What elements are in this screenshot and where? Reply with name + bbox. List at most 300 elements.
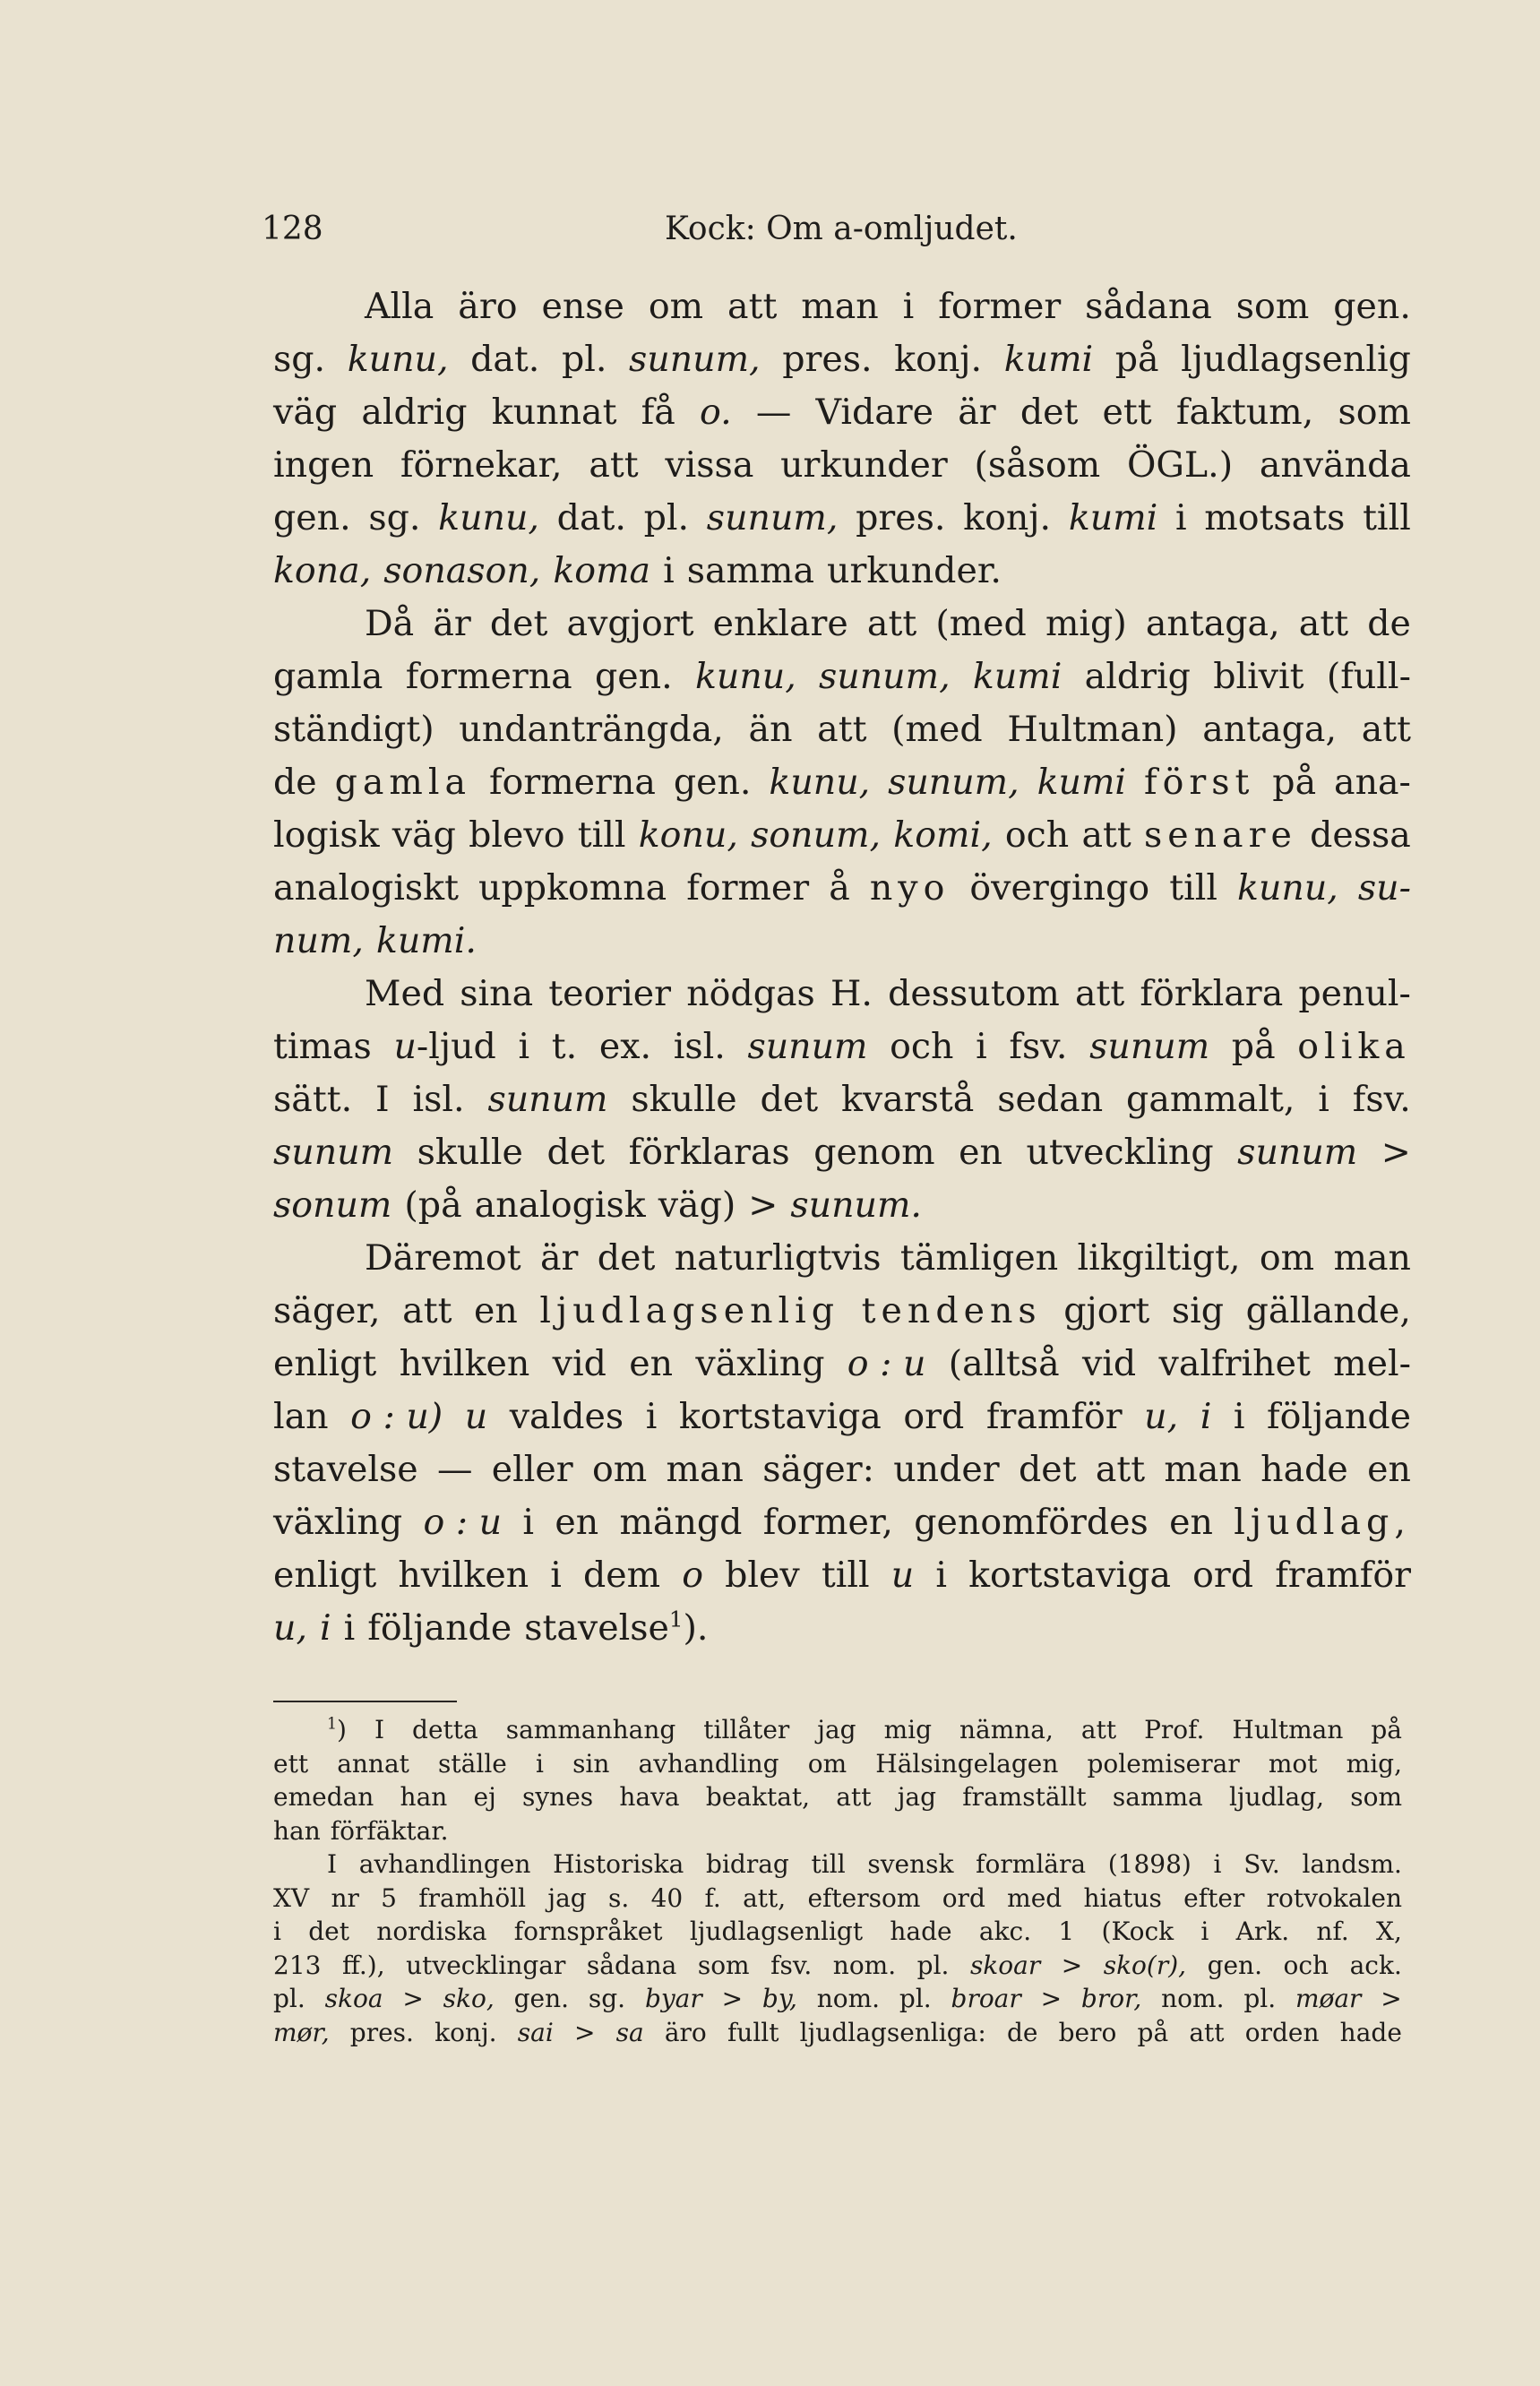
word [308,1915,349,1949]
italic-word: i [320,1607,331,1649]
text-segment: nom. [1161,1984,1225,2013]
text-segment: på [1231,1026,1276,1067]
word [273,2016,330,2050]
text-segment: teorier [548,973,672,1014]
word [815,386,933,439]
text-segment: fullt [727,2017,779,2047]
text-segment: hava [619,1782,680,1812]
text-segment: pl. [1243,1984,1277,2013]
word [658,1179,736,1232]
text-segment: nf. [1316,1917,1349,1946]
text-segment: antaga, [1145,603,1280,644]
word [986,1391,1123,1443]
text-segment: nämna, [959,1715,1054,1744]
word [273,333,325,386]
word [475,1179,646,1232]
text-segment: blevo [469,814,565,856]
word [1299,598,1348,650]
italic-word: møar [1295,1984,1362,2013]
text-line [273,968,1411,1021]
word [1108,1848,1192,1882]
word [350,2016,414,2050]
text-segment: rotvokalen [1266,1882,1402,1913]
word [841,1073,974,1126]
text-segment: senare [1143,814,1297,856]
word [273,1949,321,1983]
word [1327,650,1411,703]
word [914,1496,1149,1549]
word [665,439,753,492]
word [1007,1882,1062,1916]
italic-word: num, [273,920,364,961]
text-segment: nödgas [686,973,815,1014]
text-segment: att [1189,2017,1225,2047]
text-segment: Alla [365,286,434,327]
word [893,809,992,862]
word [327,1848,337,1882]
text-segment: framställt [962,1782,1087,1812]
text-segment: att [1095,1449,1146,1490]
footnote-line [273,1982,1402,2016]
word [361,386,467,439]
text-segment: > [1381,1132,1411,1173]
word [1062,1949,1082,1983]
text-segment: fsv. [1009,1026,1068,1067]
word [1189,2016,1224,2050]
word [469,809,564,862]
text-segment: bero [1058,2017,1117,2047]
text-segment: med [1007,1882,1063,1913]
text-segment: sg. [588,1984,626,2013]
text-segment: timas [273,1026,372,1067]
word [1260,1443,1348,1496]
word [1340,2016,1402,2050]
word [1063,1285,1149,1338]
word [763,1496,893,1549]
word [1144,756,1254,809]
word [1371,1713,1402,1747]
text-segment: ljudlag, [1234,1502,1411,1543]
text-segment: konj. [894,339,983,380]
word [1088,1747,1240,1781]
word [1367,1443,1411,1496]
text-segment: hvilken [398,1555,529,1596]
word [942,1882,985,1916]
word [1234,1496,1411,1549]
word [273,439,374,492]
word [273,492,351,545]
word [959,1713,1054,1747]
word [674,756,752,809]
text-segment: ingen [273,444,374,486]
text-line [273,1602,1411,1655]
text-segment: i [935,1555,947,1596]
word [550,1549,562,1602]
word [423,1496,502,1549]
word [644,492,689,545]
word [641,386,675,439]
text-segment: pres. [856,497,946,538]
word [540,1232,578,1285]
word [273,1338,376,1391]
text-segment: -ljud [416,1026,496,1067]
word [331,1882,358,1916]
word [856,492,945,545]
text-segment: säger: [762,1449,874,1490]
word [1082,1338,1136,1391]
text-segment: gjort [1063,1290,1150,1331]
word [1200,1391,1212,1443]
text-line [273,1021,1411,1073]
word [438,492,539,545]
word [1269,1747,1318,1781]
text-segment: 1 [1058,1917,1075,1946]
text-segment: en [555,1502,599,1543]
word [649,280,703,333]
word [1338,386,1411,439]
italic-word: byar [644,1984,702,2013]
text-segment: lan [273,1396,329,1437]
text-segment: ff.), [341,1950,385,1980]
text-line [273,1285,1411,1338]
text-segment: i [645,1396,658,1437]
word [1089,1021,1209,1073]
word [875,1747,1058,1781]
text-segment: dessa [1310,814,1411,856]
text-segment: man [1164,1449,1242,1490]
italic-word: koma [553,550,651,591]
text-segment: ack. [1349,1950,1402,1980]
word [1297,1021,1411,1073]
text-segment: mig) [1045,603,1127,644]
text-line [273,862,1411,915]
text-segment: hvilken [399,1343,530,1384]
word [418,1882,526,1916]
word [963,492,1051,545]
word [376,915,477,968]
text-segment: mot [1268,1748,1318,1779]
text-segment: det [546,1132,606,1173]
word [381,1882,397,1916]
word [514,1915,663,1949]
word [674,1021,726,1073]
text-segment: (full- [1326,656,1411,697]
word [1126,1073,1295,1126]
text-segment: svensk [867,1849,954,1879]
text-segment: faktum, [1175,392,1314,433]
italic-word: sko(r), [1103,1950,1187,1980]
text-segment: det [308,1917,349,1946]
word [780,439,948,492]
word [398,1549,529,1602]
word [616,2016,644,2050]
text-segment: beaktat, [705,1782,811,1812]
word [686,968,815,1021]
word [1350,1780,1402,1814]
text-segment: likgiltigt, [1077,1237,1241,1279]
word [817,1982,880,2016]
text-segment: gamla [334,762,472,803]
text-segment: ord [1192,1555,1254,1596]
word [629,333,761,386]
word [1115,333,1159,386]
text-segment: som [1338,392,1411,433]
text-segment: ana- [1334,762,1411,803]
word [682,1549,703,1602]
footnote-line [273,1780,1402,1814]
word [510,1391,624,1443]
text-segment: pl. [643,497,690,538]
text-segment: Med [365,973,445,1014]
word [1181,333,1411,386]
text-line [273,333,1411,386]
word [365,968,444,1021]
text-segment: vid [1081,1343,1137,1384]
word [639,809,738,862]
word [1113,1780,1203,1814]
word [800,2016,986,2050]
text-segment: hade [1339,2017,1402,2047]
word [325,1982,383,2016]
word [1302,1848,1401,1882]
word [808,1747,847,1781]
word [1069,492,1157,545]
text-segment: undanträngda, [459,709,724,750]
text-segment: ej [473,1782,496,1812]
word [756,386,792,439]
text-segment: väg [273,392,338,433]
text-segment: i [1233,1396,1245,1437]
text-segment: framför [1275,1555,1411,1596]
word [884,1713,932,1747]
word [976,1021,987,1073]
word [890,1021,953,1073]
word [695,1338,824,1391]
word [458,280,517,333]
text-segment: förfäktar. [330,1815,449,1846]
word [474,1285,518,1338]
text-segment: i [518,1026,530,1067]
word [761,1073,819,1126]
word [1009,1021,1067,1073]
text-segment: ÖGL.) [1126,444,1234,486]
text-segment: först [1143,762,1255,803]
text-line [273,1232,1411,1285]
text-segment: och [890,1026,954,1067]
word [1007,2016,1038,2050]
text-segment: i [1174,497,1187,538]
text-segment: ord [942,1882,985,1913]
word [273,1747,308,1781]
text-segment: att [1074,973,1125,1014]
text-segment: former, [762,1502,893,1543]
word [822,1549,870,1602]
text-segment: ) [337,1715,347,1744]
text-segment: pl. [899,1984,932,2013]
text-segment: till [821,1555,870,1596]
word [344,1602,356,1655]
text-segment: att [1081,814,1131,856]
word [375,1073,390,1126]
word [812,1848,846,1882]
word [273,1073,352,1126]
text-segment: efter [1183,1882,1245,1913]
text-segment: pl. [561,339,607,380]
text-segment: stavelse [273,1449,418,1490]
text-segment: I [374,1715,385,1744]
text-segment: ljudlagsenligt [689,1917,864,1946]
word [553,545,650,598]
word [1229,1780,1324,1814]
word [1298,968,1411,1021]
text-segment: vid [552,1343,607,1384]
italic-word: sonum [273,1184,392,1226]
word [894,333,982,386]
word [830,968,873,1021]
text-segment: övergingo [969,867,1150,909]
word [273,1391,329,1443]
italic-word: sonum, [751,814,882,856]
word [273,1982,305,2016]
text-segment: och [1283,1950,1329,1980]
text-segment: ständigt) [273,709,434,750]
italic-word: o : u [847,1343,926,1384]
word [470,333,539,386]
text-segment: > [721,1984,744,2013]
text-segment: använda [1259,444,1411,486]
word [1027,1126,1214,1179]
text-segment: analogiskt [273,867,459,909]
text-segment: penul- [1298,973,1411,1014]
text-segment: (Kock [1101,1917,1174,1946]
word [393,1021,495,1073]
italic-word: o : u) [350,1396,443,1437]
text-segment: polemiserar [1087,1748,1240,1779]
text-segment: eftersom [807,1882,921,1913]
word [748,1179,778,1232]
word [406,650,572,703]
word [335,756,471,809]
word [949,1338,1060,1391]
text-segment: former [686,867,810,909]
word [1316,1915,1348,1949]
text-segment: (alltså [948,1343,1060,1384]
word [1260,439,1411,492]
text-segment: (med [935,603,1027,644]
word [598,1232,656,1285]
word [392,809,456,862]
footnote-line [273,1882,1402,1916]
word [713,598,848,650]
italic-word: u, [1144,1396,1179,1437]
text-segment: ett [1102,392,1152,433]
text-segment: genomfördes [914,1502,1149,1543]
word [651,1882,684,1916]
italic-word: skoa [324,1984,383,2013]
text-line [273,545,1411,598]
word [898,1780,936,1814]
text-segment: valdes [509,1396,624,1437]
text-line [273,386,1411,439]
word [722,1982,743,2016]
word [1169,862,1217,915]
word [400,439,563,492]
italic-word: kumi [1068,497,1158,538]
text-segment: > [1381,1984,1402,2013]
text-segment: naturligtvis [674,1237,882,1279]
text-segment: är [433,603,471,644]
text-segment: gen. [1333,286,1411,327]
text-segment: (på [404,1184,462,1226]
word [888,756,1019,809]
text-segment: i [663,550,675,591]
word [273,1882,309,1916]
text-segment: avhandlingen [358,1849,531,1879]
word [645,1982,702,2016]
word [813,1126,934,1179]
word [687,545,814,598]
text-segment: i [343,1607,356,1649]
word [1275,1549,1411,1602]
word [578,809,626,862]
text-segment: sätt. [273,1079,353,1120]
text-segment: mel- [1333,1343,1411,1384]
text-segment: framhöll [418,1882,527,1913]
text-segment: i [535,1748,544,1779]
word [782,333,872,386]
word [1353,1073,1411,1126]
word [619,1780,679,1814]
word [1007,703,1177,756]
text-segment: till [1169,867,1217,909]
text-segment: tämligen [899,1237,1059,1279]
word [762,1982,797,2016]
text-segment: Hälsingelagen [875,1748,1059,1779]
text-segment: nyo [869,867,951,909]
italic-word: sa [615,2017,644,2047]
italic-word: broar [951,1984,1021,2013]
word [1246,1285,1411,1338]
text-line [273,598,1411,650]
word [1232,1021,1276,1073]
word [376,1915,486,1949]
italic-word: i [1200,1396,1212,1437]
word [524,1602,708,1655]
italic-word: sai [517,2017,554,2047]
text-segment: att, [743,1882,787,1913]
text-segment: Historiska [553,1849,684,1879]
text-segment: å [829,867,850,909]
word [443,1982,495,2016]
word [1096,1443,1145,1496]
word [536,1747,544,1781]
word [751,809,881,862]
word [1318,1073,1329,1126]
text-segment: i [550,1555,562,1596]
word [1045,598,1127,650]
text-segment: följande [1267,1396,1411,1437]
text-segment: skulle [417,1132,523,1173]
word [589,1982,625,2016]
word [1164,1443,1241,1496]
text-segment: konj. [434,2017,497,2047]
word [690,1915,863,1949]
text-segment: nom. [816,1984,881,2013]
text-segment: i [273,1917,281,1946]
text-segment: pres. [782,339,873,380]
word [359,1848,531,1882]
text-segment: ställe [438,1748,507,1779]
